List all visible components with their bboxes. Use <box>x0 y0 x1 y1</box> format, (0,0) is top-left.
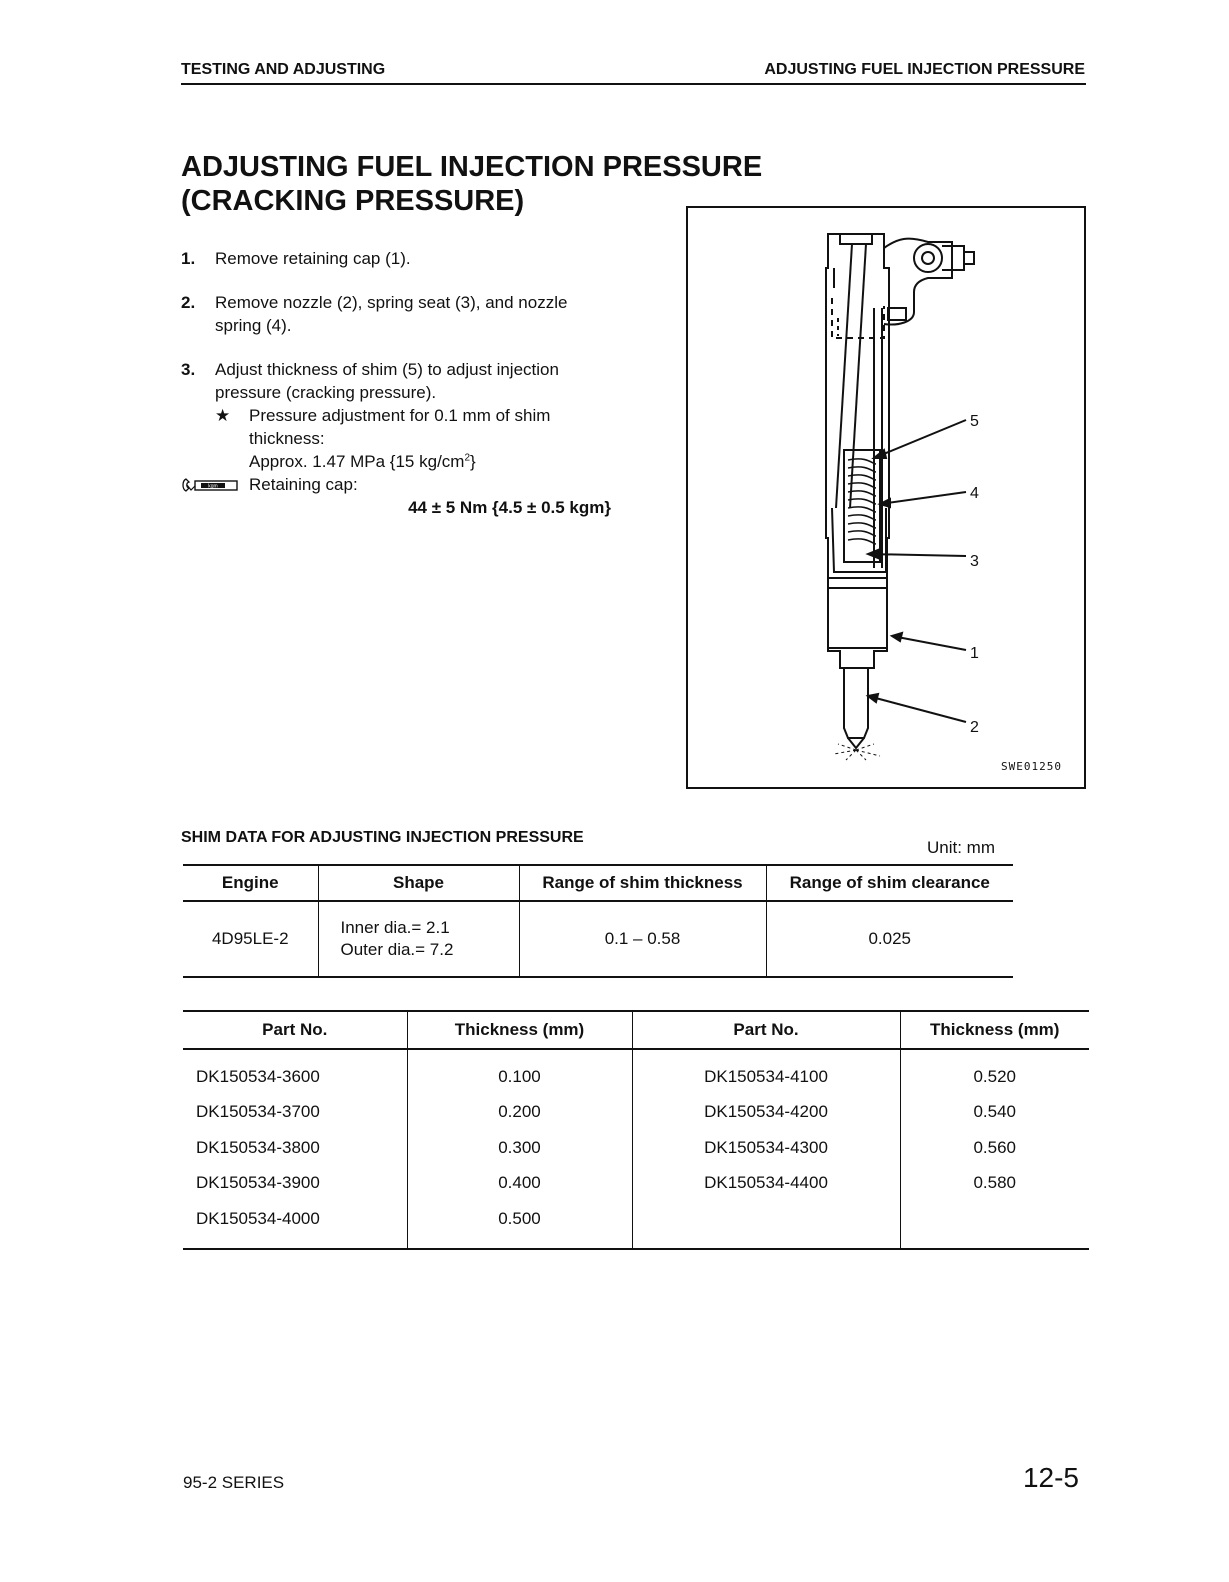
part-no-cell: DK150534-4200 <box>632 1095 900 1131</box>
part-no-cell: DK150534-3800 <box>196 1137 320 1157</box>
step-2 <box>181 291 611 337</box>
thickness-range-cell: 0.1 – 0.58 <box>519 901 766 977</box>
shim-data-table <box>183 864 1013 978</box>
thickness-cell: 0.520 <box>900 1049 1089 1095</box>
callout-4: 4 <box>970 485 979 502</box>
thickness-cell: 0.500 <box>407 1201 632 1249</box>
thickness-cell: 0.200 <box>407 1095 632 1131</box>
title-line-1: ADJUSTING FUEL INJECTION PRESSURE <box>181 151 763 183</box>
step-number: 3. <box>181 360 196 379</box>
adjustment-note <box>215 404 611 473</box>
part-no-cell: DK150534-4300 <box>632 1130 900 1166</box>
running-header-section: TESTING AND ADJUSTING <box>181 61 386 78</box>
header-clearance-range: Range of shim clearance <box>766 865 1013 901</box>
unit-label: Unit: mm <box>927 838 995 857</box>
thickness-cell: 0.560 <box>900 1130 1089 1166</box>
torque-wrench-icon <box>181 476 241 494</box>
running-header-topic: ADJUSTING FUEL INJECTION PRESSURE <box>764 61 1085 78</box>
thickness-cell: 0.300 <box>407 1130 632 1166</box>
thickness-cell: 0.100 <box>407 1049 632 1095</box>
part-no-cell: DK150534-4400 <box>632 1166 900 1202</box>
note-value: Approx. 1.47 MPa {15 $kg/cm^2$} <box>249 452 476 471</box>
torque-label: Retaining cap: <box>249 475 358 494</box>
part-no-cell <box>632 1201 900 1249</box>
thickness-cell: 0.540 <box>900 1095 1089 1131</box>
step-3 <box>181 358 611 519</box>
table-row <box>183 1095 1089 1131</box>
step-text-block <box>208 358 611 519</box>
table-row <box>183 901 1013 977</box>
callout-1: 1 <box>970 645 979 662</box>
shape-inner: Inner dia.= 2.1 <box>340 918 450 937</box>
header-thickness-range: Range of shim thickness <box>519 865 766 901</box>
step-text: Remove retaining cap (1). <box>215 249 411 268</box>
part-no-cell: DK150534-4000 <box>183 1201 407 1249</box>
thickness-cell <box>900 1201 1089 1249</box>
injector-diagram <box>688 208 1084 787</box>
part-no-cell: DK150534-3700 <box>196 1102 320 1122</box>
procedure-steps <box>181 247 611 540</box>
note-line: Pressure adjustment for 0.1 mm of shim thickness: <box>249 406 551 448</box>
header-rule <box>181 83 1086 85</box>
star-icon: ★ <box>215 406 231 425</box>
table-row <box>183 1130 1089 1166</box>
step-text: Remove nozzle (2), spring seat (3), and nozzle spring (4). <box>215 293 568 335</box>
clearance-cell: 0.025 <box>766 901 1013 977</box>
thickness-cell: 0.400 <box>407 1166 632 1202</box>
shim-parts-table <box>183 1010 1089 1250</box>
torque-spec <box>208 473 611 496</box>
wrench-icon-label: kgm <box>208 482 218 489</box>
table-row <box>183 1201 1089 1249</box>
thickness-cell: 0.580 <box>900 1166 1089 1202</box>
shim-data-heading: SHIM DATA FOR ADJUSTING INJECTION PRESSURE <box>181 829 584 846</box>
table-header-row <box>183 1011 1089 1049</box>
page-number: 12-5 <box>1022 1462 1079 1493</box>
injector-figure <box>686 206 1086 789</box>
table-header-row <box>183 865 1013 901</box>
part-no-cell: DK150534-3600 <box>196 1066 320 1086</box>
shape-cell <box>318 901 519 977</box>
part-no-cell: DK150534-3900 <box>196 1173 320 1193</box>
title-line-2: (CRACKING PRESSURE) <box>181 185 525 217</box>
table-row <box>183 1049 1089 1095</box>
header-thickness: Thickness (mm) <box>407 1011 632 1049</box>
callout-5: 5 <box>970 413 979 430</box>
table-row <box>183 1166 1089 1202</box>
header-shape: Shape <box>318 865 519 901</box>
step-1 <box>181 247 611 270</box>
part-no-cell: DK150534-4100 <box>632 1049 900 1095</box>
torque-value: 44 ± 5 Nm {4.5 ± 0.5 kgm} <box>408 498 611 517</box>
step-text: Adjust thickness of shim (5) to adjust injection pressure (cracking pressure). <box>215 360 559 402</box>
header-part-no: Part No. <box>632 1011 900 1049</box>
shape-outer: Outer dia.= 7.2 <box>340 940 454 959</box>
callout-2: 2 <box>970 719 979 736</box>
callout-3: 3 <box>970 553 979 570</box>
footer-series: 95-2 SERIES <box>183 1473 285 1492</box>
step-number: 1. <box>181 249 196 268</box>
engine-cell: 4D95LE-2 <box>183 901 318 977</box>
step-number: 2. <box>181 293 196 312</box>
figure-code: SWE01250 <box>1001 760 1062 773</box>
header-engine: Engine <box>183 865 318 901</box>
note-text <box>249 404 611 473</box>
header-thickness: Thickness (mm) <box>900 1011 1089 1049</box>
header-part-no: Part No. <box>183 1011 407 1049</box>
